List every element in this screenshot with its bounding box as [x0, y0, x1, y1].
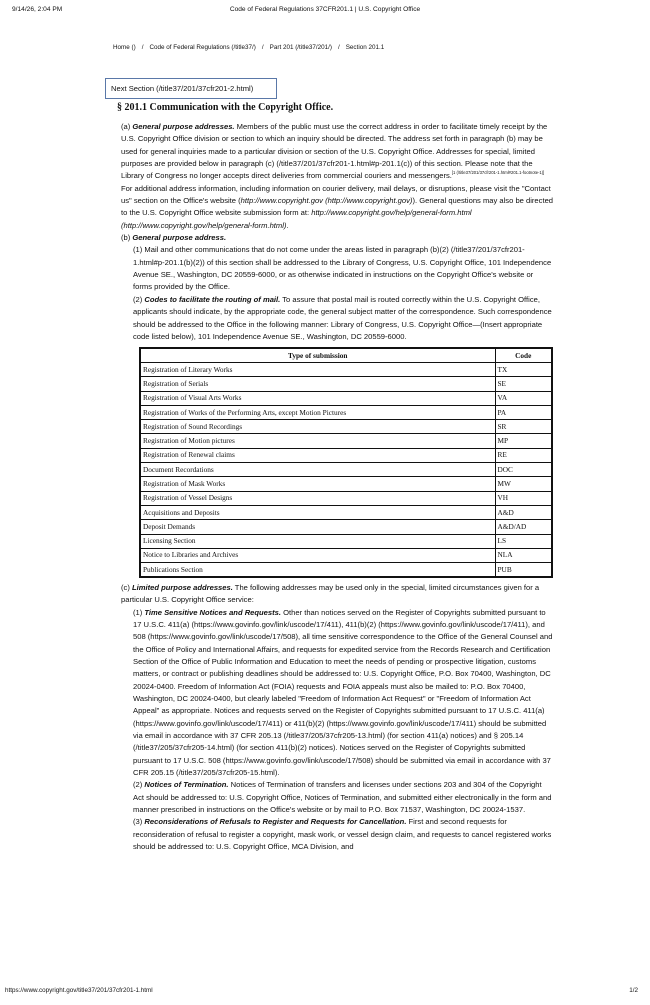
- code-cell: PUB: [495, 563, 552, 577]
- submission-type-cell: Registration of Vessel Designs: [140, 491, 495, 505]
- paragraph-label: (a): [121, 122, 133, 131]
- section-heading: § 201.1 Communication with the Copyright Office.: [117, 102, 334, 113]
- table-row: [140, 520, 552, 534]
- table-row: [140, 534, 552, 548]
- paragraph-c: [113, 582, 553, 607]
- code-cell: VH: [495, 491, 552, 505]
- table-row: [140, 563, 552, 577]
- breadcrumb-home-link[interactable]: Home (): [113, 44, 136, 51]
- table-row: [140, 434, 552, 448]
- paragraph-label: (b): [121, 233, 133, 243]
- table-row: [140, 477, 552, 491]
- copyright-site-link[interactable]: http://www.copyright.gov (http://www.copyright.gov): [240, 196, 413, 206]
- breadcrumb-separator: /: [261, 44, 264, 51]
- paragraph-label: (2): [133, 294, 145, 304]
- submission-type-cell: Registration of Works of the Performing Arts, except Motion Pictures: [140, 405, 495, 419]
- code-cell: VA: [495, 391, 552, 405]
- code-cell: A&D: [495, 505, 552, 519]
- breadcrumb-separator: /: [141, 44, 144, 51]
- submission-type-cell: Registration of Serials: [140, 377, 495, 391]
- paragraph-a-text: .: [286, 220, 289, 230]
- paragraph-b2-text: To assure that postal mail is routed correctly within the U.S. Copyright Office, applicants should indicate, by the appropriate code, the general subject matter of the correspondence. Such correspondence should be addressed to the Office in the following manner: Library of Congress, U.S. Copyright Office—(Insert appropriate code listed below), 101 Independence Avenue SE., Washington, DC 20559-6000.: [133, 294, 552, 341]
- table-row: [140, 548, 552, 562]
- submission-type-cell: Registration of Sound Recordings: [140, 420, 495, 434]
- next-section-button[interactable]: Next Section (/title37/201/37cfr201-2.html): [105, 78, 277, 99]
- code-cell: MP: [495, 434, 552, 448]
- paragraph-b: [113, 232, 553, 244]
- table-row: [140, 505, 552, 519]
- submission-type-cell: Publications Section: [140, 563, 495, 577]
- general-form-link[interactable]: http://www.copyright.gov/help/general-form.html (http://www.copyright.gov/help/general-form.html): [121, 208, 472, 230]
- table-row: [140, 420, 552, 434]
- code-cell: MW: [495, 477, 552, 491]
- breadcrumb-separator: /: [337, 44, 340, 51]
- paragraph-c1-heading: Time Sensitive Notices and Requests.: [144, 607, 281, 617]
- submission-type-cell: Acquisitions and Deposits: [140, 505, 495, 519]
- table-row: [140, 362, 552, 376]
- table-row: [140, 391, 552, 405]
- table-row: [140, 448, 552, 462]
- code-cell: DOC: [495, 463, 552, 477]
- print-title: Code of Federal Regulations 37CFR201.1 | U.S. Copyright Office: [229, 6, 421, 13]
- print-footer-url: https://www.copyright.gov/title37/201/37cfr201-1.html: [5, 987, 153, 994]
- paragraph-a-text: Members of the public must use the correct address in order to facilitate timely receipt by the U.S. Copyright Office division or section to which an inquiry should be directed. The address set forth in paragraph (b) may be used for general inquiries made to a particular division or section of the U.S. Copyright Office. Addresses for special, limited purposes are provided below in paragraph (c) (/title37/201/37cfr201-1.html#p-201.1(c)) of this section. Please note that the Library of Congress no longer accepts direct deliveries from commercial couriers and messengers.: [121, 122, 548, 181]
- paragraph-label: (3): [133, 817, 145, 827]
- submission-type-cell: Registration of Literary Works: [140, 362, 495, 376]
- paragraph-label: (1): [133, 607, 145, 617]
- submission-type-cell: Notice to Libraries and Archives: [140, 548, 495, 562]
- code-cell: LS: [495, 534, 552, 548]
- code-cell: SE: [495, 377, 552, 391]
- paragraph-c-heading: Limited purpose addresses.: [131, 582, 233, 592]
- paragraph-c-text: The following addresses may be used only in the special, limited circumstances given for a particular U.S. Copyright Office service:: [121, 582, 540, 605]
- breadcrumb-current: Section 201.1: [345, 44, 385, 51]
- submission-type-cell: Registration of Renewal claims: [140, 448, 495, 462]
- paragraph-c3-text: First and second requests for reconsideration of refusal to register a copyright, mask work, or vessel design claim, and requests to cancel registered works should be addressed to: U.S. Copyright Office, MCA Division, and: [133, 817, 552, 852]
- paragraph-a-heading: General purpose addresses.: [132, 122, 235, 131]
- paragraph-b-heading: General purpose address.: [132, 233, 227, 243]
- regulation-content: [113, 121, 553, 854]
- table-row: [140, 463, 552, 477]
- paragraph-c1-text: Other than notices served on the Register of Copyrights submitted pursuant to 17 U.S.C. 411(a) (https://www.govinfo.gov/link/uscode/17/411), 411(b)(2) (https://www.govinfo.gov/link/uscode/17/411), and 508 (https://www.govinfo.gov/link/uscode/17/508), all time sensitive correspondence to the Office of the General Counsel and the Office of Policy and International Affairs, and requests for expedited service from the Records Research and Certification Section of the Office of Public Information and Education to meet the needs of pending or prospective litigation, customs matters, or contract or publishing deadlines should be addressed to: U.S. Copyright Office, P.O. Box 70400, Washington, DC 20024-0400. Freedom of Information Act (FOIA) requests and FOIA appeals must also be mailed to: P.O. Box 70400, Washington, DC 20024-0400, but clearly labeled "Freedom of Information Act Request" or "Freedom of Information Act Appeal" as appropriate. Notices and requests served on the Register of Copyrights submitted pursuant to 17 U.S.C. 411(a) (https://www.govinfo.gov/link/uscode/17/411) or 411(b)(2) (https://www.govinfo.gov/link/uscode/17/411) should be submitted via email in accordance with 37 CFR 205.13 (/title37/205/37cfr205-13.html) (for section 411(a) notices) and § 205.14 (/title37/205/37cfr205-14.html) (for section 411(b)(2) notices). Notices served on the Register of Copyrights submitted pursuant to 17 U.S.C. 508 (https://www.govinfo.gov/link/uscode/17/508) should be submitted via email in accordance with 37 CFR 205.15 (/title37/205/37cfr205-15.html).: [133, 607, 553, 778]
- breadcrumb-cfr-link[interactable]: Code of Federal Regulations (/title37/): [149, 44, 256, 51]
- paragraph-a: [113, 121, 553, 232]
- paragraph-b2-heading: Codes to facilitate the routing of mail.: [144, 294, 281, 304]
- code-cell: NLA: [495, 548, 552, 562]
- paragraph-a-text: For additional address information, including information on courier delivery, mail delays, or disruptions, please visit the "Contact us" section on the Office's website (: [121, 183, 551, 206]
- print-header: [12, 6, 638, 18]
- breadcrumb-part-link[interactable]: Part 201 (/title37/201/): [269, 44, 332, 51]
- submission-type-cell: Document Recordations: [140, 463, 495, 477]
- routing-codes-table: [139, 347, 553, 578]
- code-cell: RE: [495, 448, 552, 462]
- column-header: Type of submission: [140, 348, 495, 362]
- submission-type-cell: Deposit Demands: [140, 520, 495, 534]
- submission-type-cell: Licensing Section: [140, 534, 495, 548]
- code-cell: SR: [495, 420, 552, 434]
- breadcrumb: [113, 44, 384, 51]
- table-header-row: [140, 348, 552, 362]
- paragraph-c3: [113, 816, 553, 853]
- print-date: 9/14/26, 2:04 PM: [12, 6, 63, 13]
- paragraph-b1: (1) Mail and other communications that do not come under the areas listed in paragraph (b)(2) (/title37/201/37cfr201-1.html#p-201.1(b)(2)) of this section shall be addressed to the Library of Congress, U.S. Copyright Office, 101 Independence Avenue SE., Washington, DC 20559-6000, or as otherwise indicated in instructions on the Copyright Office's website or forms provided by the Office.: [133, 245, 552, 292]
- paragraph-c2-heading: Notices of Termination.: [144, 780, 229, 790]
- table-row: [140, 405, 552, 419]
- footnote-link[interactable]: [1 (/title37/201/37cfr201-1.html#201.1-footnote-1)]: [451, 170, 545, 176]
- paragraph-c2-text: Notices of Termination of transfers and licenses under sections 203 and 304 of the Copyright Act should be addressed to: U.S. Copyright Office, Notices of Termination, and submitted either electronically in the form and manner prescribed in instructions on the Office's website or by mail to P.O. Box 71537, Washington, DC 20024-1537.: [133, 780, 552, 815]
- submission-type-cell: Registration of Visual Arts Works: [140, 391, 495, 405]
- submission-type-cell: Registration of Mask Works: [140, 477, 495, 491]
- code-cell: A&D/AD: [495, 520, 552, 534]
- table-row: [140, 491, 552, 505]
- print-footer: [5, 987, 638, 997]
- submission-type-cell: Registration of Motion pictures: [140, 434, 495, 448]
- paragraph-c1: [113, 607, 553, 780]
- paragraph-c3-heading: Reconsiderations of Refusals to Register and Requests for Cancellation.: [144, 817, 407, 827]
- table-row: [140, 377, 552, 391]
- column-header: Code: [495, 348, 552, 362]
- paragraph-c2: [113, 779, 553, 816]
- code-cell: PA: [495, 405, 552, 419]
- paragraph-label: (2): [133, 780, 145, 790]
- paragraph-label: (c): [121, 582, 132, 592]
- code-cell: TX: [495, 362, 552, 376]
- page-number: 1/2: [629, 987, 638, 994]
- paragraph-b2: [113, 294, 553, 343]
- paragraph-a-text: ). General questions may also be directed to the U.S. Copyright Office website submission form at:: [121, 196, 554, 218]
